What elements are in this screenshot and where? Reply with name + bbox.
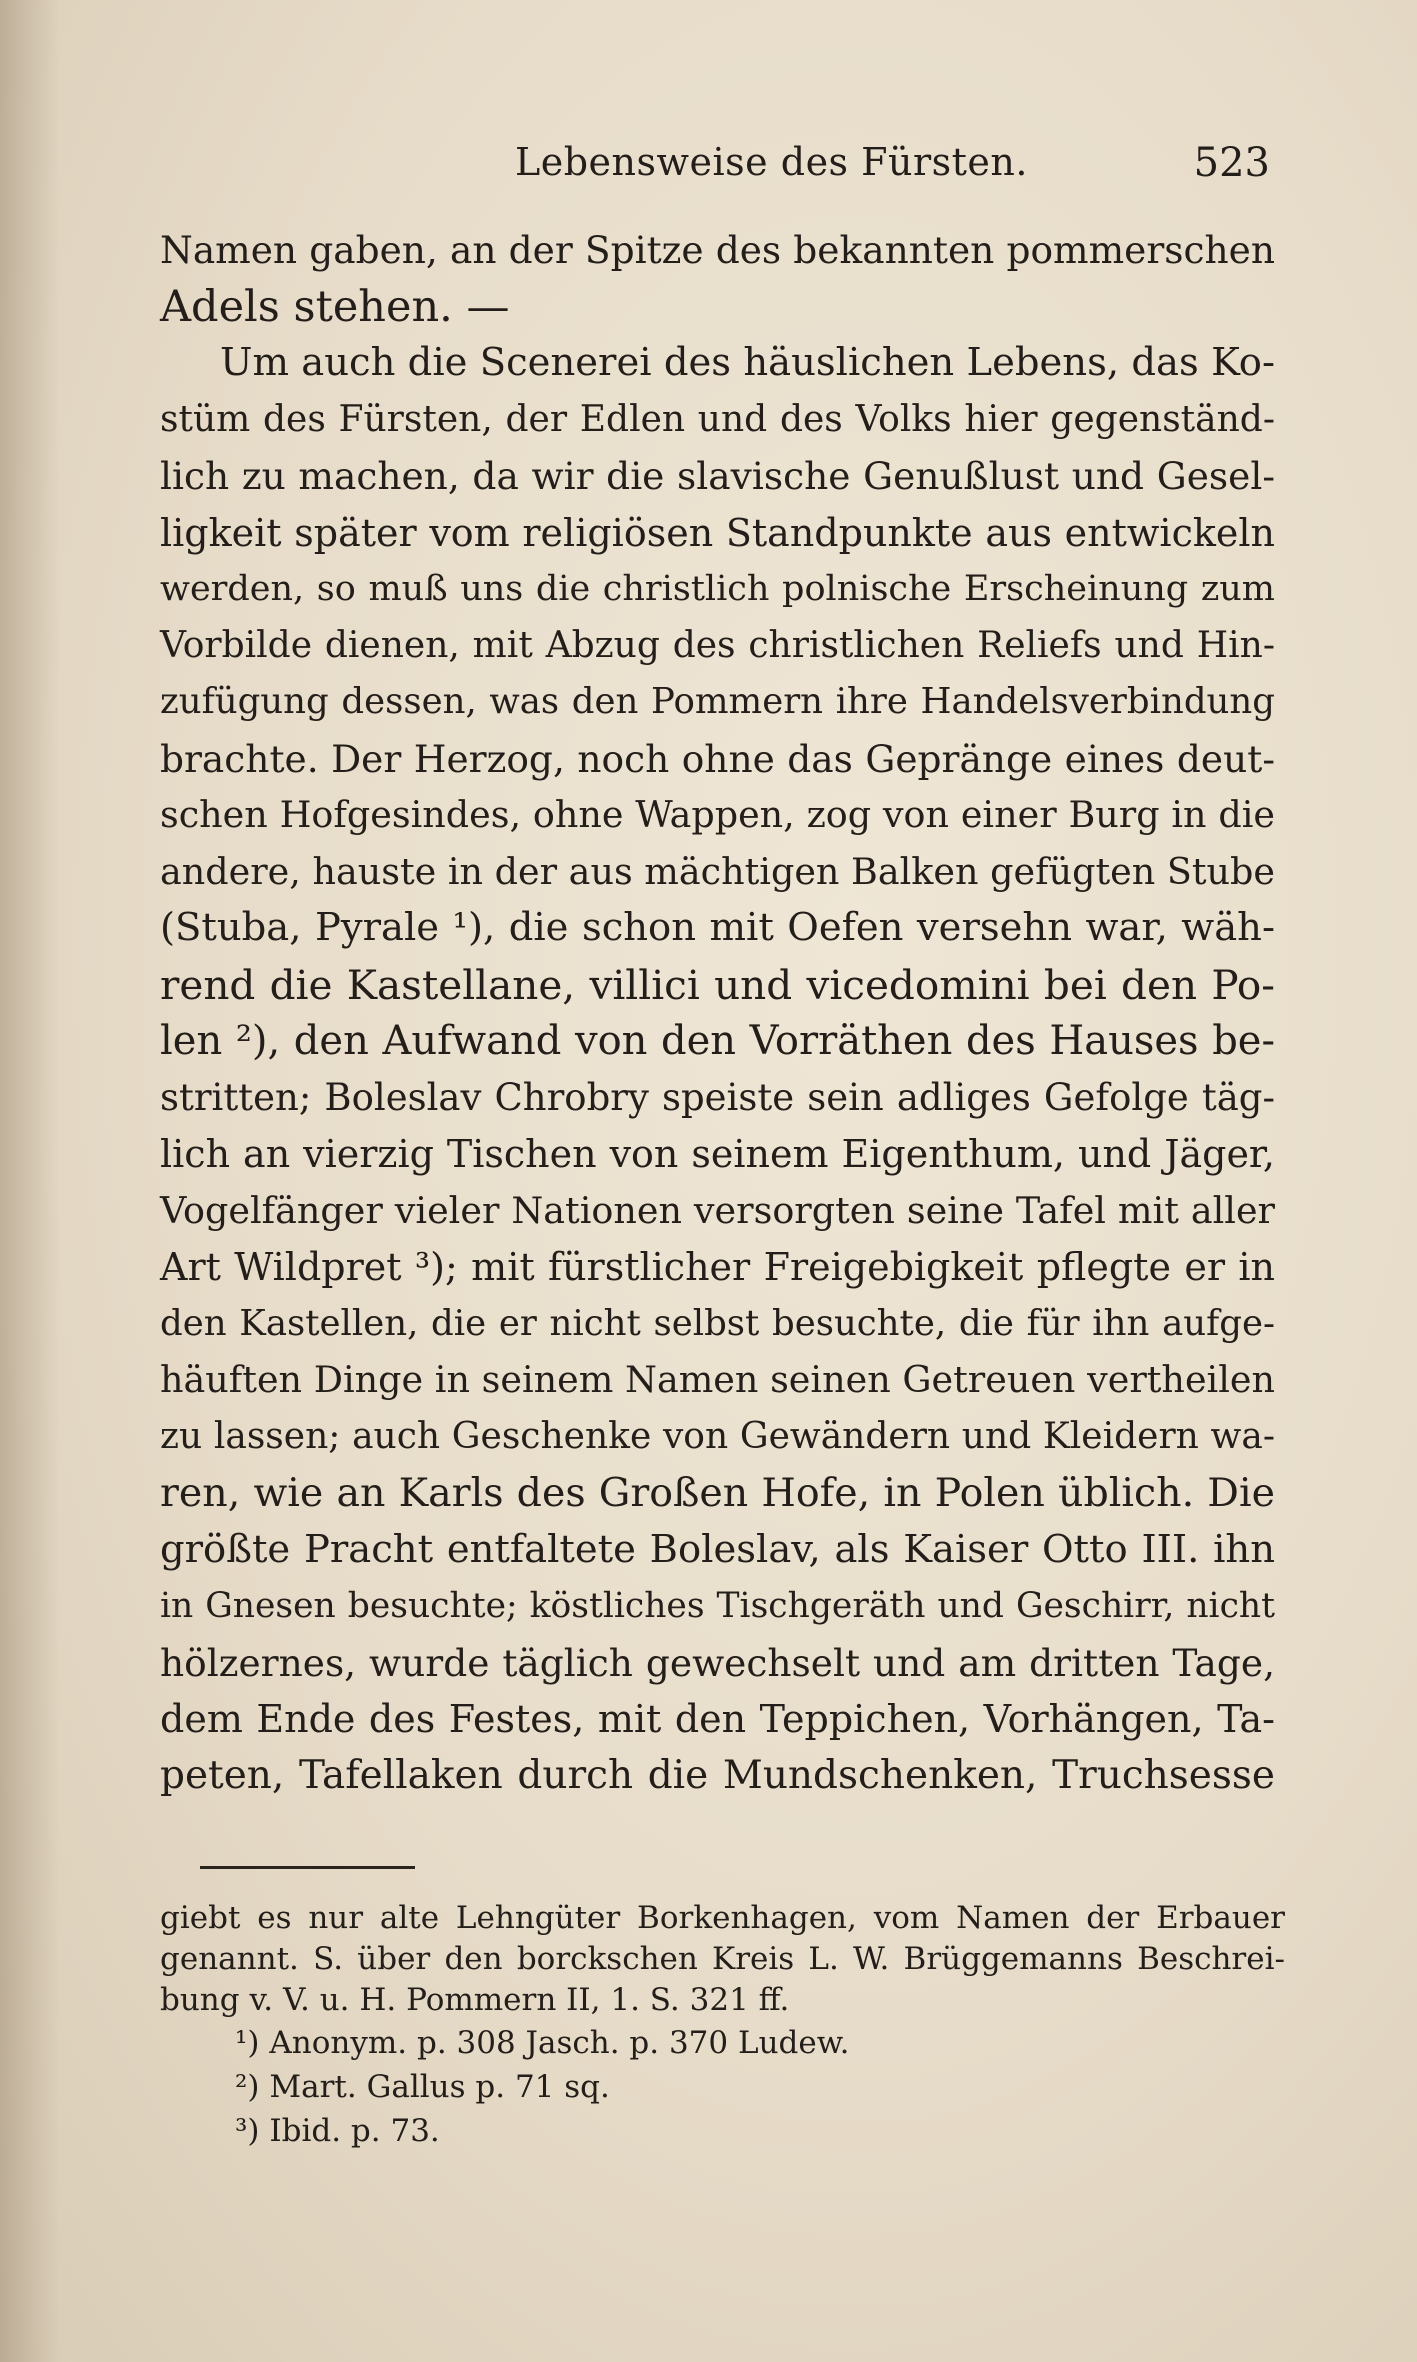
text-line: in Gnesen besuchte; köstliches Tischgeräth und Geschirr, nicht (160, 1586, 1275, 1626)
text-line: Art Wildpret ³); mit fürstlicher Freigebigkeit pflegte er in (160, 1245, 1275, 1289)
text-line: werden, so muß uns die christlich polnische Erscheinung zum (160, 569, 1275, 609)
text-line: Namen gaben, an der Spitze des bekannten pommerschen (160, 228, 1275, 272)
text-line: den Kastellen, die er nicht selbst besuchte, die für ihn aufge- (160, 1302, 1275, 1344)
footnote-rule (200, 1866, 415, 1869)
text-line: ligkeit später vom religiösen Standpunkte aus entwickeln (160, 510, 1275, 555)
text-line: stüm des Fürsten, der Edlen und des Volks hier gegenständ- (160, 398, 1275, 440)
text-line: Vorbilde dienen, mit Abzug des christlichen Reliefs und Hin- (160, 624, 1275, 666)
text-line: schen Hofgesindes, ohne Wappen, zog von einer Burg in die (160, 793, 1275, 836)
footnotes (160, 1898, 1285, 2153)
text-line: len ²), den Aufwand von den Vorräthen des Hauses be- (160, 1018, 1275, 1064)
running-head: Lebensweise des Fürsten. (515, 140, 1028, 184)
text-line: lich zu machen, da wir die slavische Genußlust und Gesel- (160, 454, 1275, 498)
text-line: rend die Kastellane, villici und vicedomini bei den Po- (160, 960, 1275, 1009)
text-line: peten, Tafellaken durch die Mundschenken, Truchsesse (160, 1752, 1275, 1798)
text-line: häuften Dinge in seinem Namen seinen Getreuen vertheilen (160, 1358, 1275, 1401)
page-edge-shadow (0, 0, 60, 2362)
footnote: ¹) Anonym. p. 308 Jasch. p. 370 Ludew. (235, 2025, 850, 2061)
note-continuation-line: bung v. V. u. H. Pommern II, 1. S. 321 ff. (160, 1982, 790, 2018)
page-header (160, 140, 1270, 190)
text-line: Um auch die Scenerei des häuslichen Lebens, das Ko- (220, 340, 1275, 385)
text-line: hölzernes, wurde täglich gewechselt und am dritten Tage, (160, 1640, 1275, 1685)
footnote: ³) Ibid. p. 73. (235, 2113, 440, 2149)
text-line: Vogelfänger vieler Nationen versorgten seine Tafel mit aller (160, 1188, 1275, 1232)
text-line: dem Ende des Festes, mit den Teppichen, Vorhängen, Ta- (160, 1697, 1275, 1741)
page-number: 523 (1193, 140, 1270, 186)
text-line: andere, hauste in der aus mächtigen Balken gefügten Stube (160, 849, 1275, 893)
text-line: stritten; Boleslav Chrobry speiste sein adliges Gefolge täg- (160, 1075, 1275, 1119)
note-continuation-line: giebt es nur alte Lehngüter Borkenhagen, vom Namen der Erbauer (160, 1900, 1285, 1936)
text-line: größte Pracht entfaltete Boleslav, als Kaiser Otto III. ihn (160, 1526, 1275, 1572)
text-line: zufügung dessen, was den Pommern ihre Handelsverbindung (160, 681, 1275, 722)
text-line: ren, wie an Karls des Großen Hofe, in Polen üblich. Die (160, 1470, 1275, 1516)
note-continuation-line: genannt. S. über den borckschen Kreis L. W. Brüggemanns Beschrei- (160, 1941, 1285, 1977)
footnote: ²) Mart. Gallus p. 71 sq. (235, 2069, 610, 2105)
main-text (160, 222, 1275, 1804)
text-line: brachte. Der Herzog, noch ohne das Gepränge eines deut- (160, 736, 1275, 781)
text-line: zu lassen; auch Geschenke von Gewändern und Kleidern wa- (160, 1415, 1275, 1457)
text-line: lich an vierzig Tischen von seinem Eigenthum, und Jäger, (160, 1132, 1275, 1176)
text-line: (Stuba, Pyrale ¹), die schon mit Oefen versehn war, wäh- (160, 905, 1275, 950)
text-line: Adels stehen. — (160, 281, 510, 332)
